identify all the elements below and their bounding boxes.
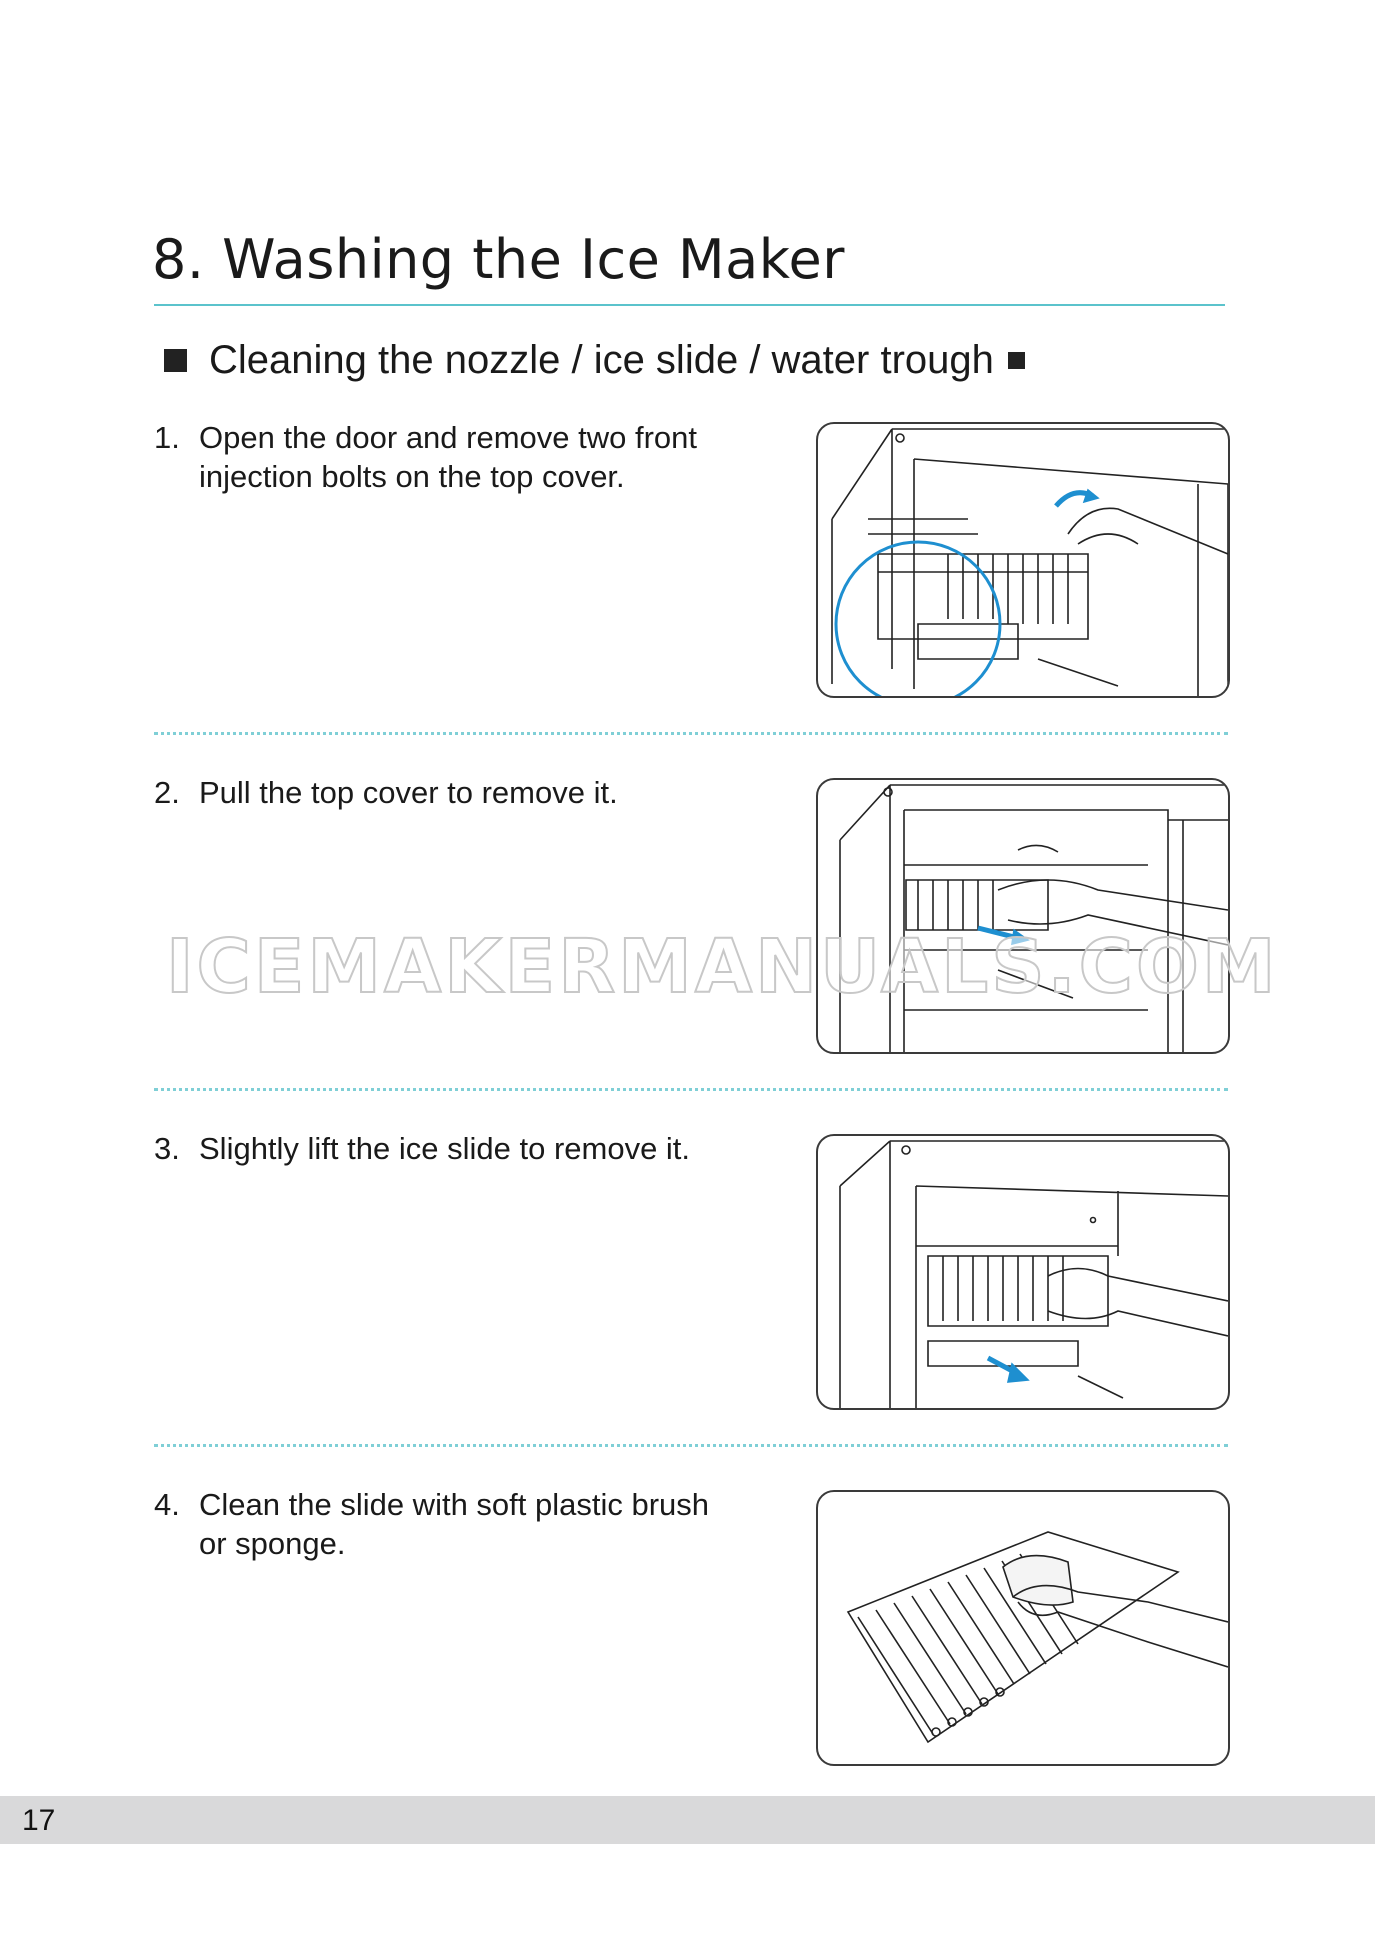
square-bullet-icon (164, 349, 187, 372)
step-4 (154, 1485, 754, 1563)
step-text: Open the door and remove two front (199, 420, 698, 455)
step-1-illustration (816, 422, 1230, 698)
watermark: ICEMAKERMANUALS.COM (166, 924, 1279, 1010)
step-2 (154, 773, 754, 812)
step-text: Clean the slide with soft plastic brush (199, 1487, 710, 1522)
step-number: 3. (154, 1131, 180, 1166)
step-text: Pull the top cover to remove it. (199, 775, 618, 810)
step-number: 1. (154, 420, 180, 455)
step-separator (154, 1088, 1228, 1091)
step-text: Slightly lift the ice slide to remove it. (199, 1131, 691, 1166)
page-title: 8. Washing the Ice Maker (152, 228, 845, 291)
step-text-cont: injection bolts on the top cover. (199, 459, 625, 494)
step-text-cont: or sponge. (199, 1526, 346, 1561)
step-number: 4. (154, 1487, 180, 1522)
step-number: 2. (154, 775, 180, 810)
step-separator (154, 732, 1228, 735)
step-2-illustration (816, 778, 1230, 1054)
step-3-illustration (816, 1134, 1230, 1410)
step-1 (154, 418, 754, 496)
page-footer (0, 1796, 1375, 1844)
title-divider (154, 304, 1225, 306)
subtitle-text: Cleaning the nozzle / ice slide / water trough (209, 338, 994, 382)
page-number: 17 (22, 1804, 56, 1837)
section-subtitle (164, 338, 1025, 383)
square-end-icon (1008, 352, 1025, 369)
step-4-illustration (816, 1490, 1230, 1766)
step-3 (154, 1129, 754, 1168)
step-separator (154, 1444, 1228, 1447)
